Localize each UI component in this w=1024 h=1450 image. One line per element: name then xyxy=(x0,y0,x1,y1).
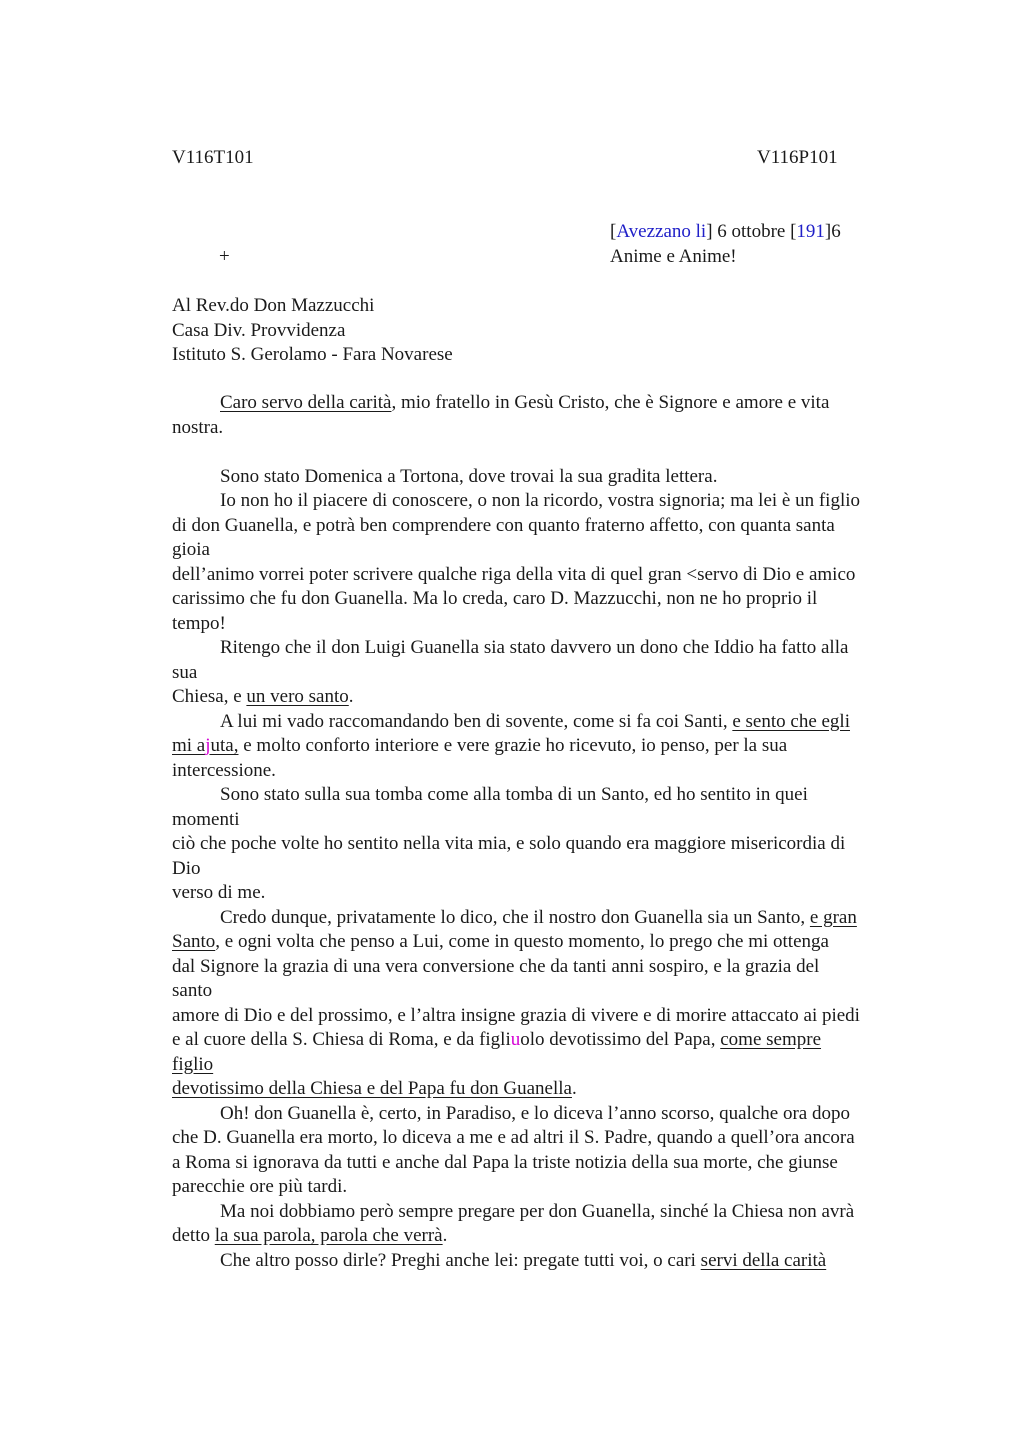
body-line xyxy=(172,906,912,931)
dateline-place: Avezzano li xyxy=(616,221,707,242)
underlined-phrase: e sento che egli xyxy=(732,710,850,732)
body-line: di don Guanella, e potrà ben comprendere con quanto fraterno affetto, con quanta santa xyxy=(172,514,835,536)
body-line: ciò che poche volte ho sentito nella vita mia, e solo quando era maggiore misericordia di xyxy=(172,833,846,854)
cross-mark: + xyxy=(219,246,230,267)
address-line-2: Casa Div. Provvidenza xyxy=(172,319,346,341)
underlined-phrase xyxy=(172,735,239,756)
body-line: gioia xyxy=(172,539,210,560)
body-line xyxy=(172,1224,912,1249)
text-run: A lui mi vado raccomandando ben di sovente, come si fa coi Santi, xyxy=(220,710,733,732)
body-line xyxy=(172,391,912,416)
body-line: santo xyxy=(172,980,213,1001)
body-line: Io non ho il piacere di conoscere, o non la ricordo, vostra signoria; ma lei è un figlio xyxy=(220,490,861,511)
body-line xyxy=(172,1053,912,1078)
body-line: Oh! don Guanella è, certo, in Paradiso, e lo diceva l’anno scorso, qualche ora dopo xyxy=(220,1102,850,1124)
correction-mark: u xyxy=(510,1029,521,1050)
dateline xyxy=(610,220,841,245)
underlined-phrase: figlio xyxy=(172,1053,214,1075)
dateline-year-end: ]6 xyxy=(824,221,841,242)
underlined-phrase: devotissimo della Chiesa e del Papa fu don Guanella xyxy=(172,1078,572,1099)
underlined-phrase: servi della carità xyxy=(700,1249,827,1271)
body-line xyxy=(172,734,912,759)
text-run: e molto conforto interiore e vere grazie ho ricevuto, io penso, per la sua xyxy=(238,735,788,756)
body-line xyxy=(172,1028,912,1053)
text-run: , mio fratello in Gesù Cristo, che è Signore e amore e vita xyxy=(391,392,830,413)
text-run: olo devotissimo del Papa, xyxy=(520,1029,721,1050)
doc-code-left: V116T101 xyxy=(172,147,254,168)
body-line: nostra. xyxy=(172,416,224,438)
body-line: Dio xyxy=(172,857,201,879)
dateline-bracket: [ xyxy=(610,221,617,242)
underlined-phrase: come sempre xyxy=(720,1029,822,1050)
body-line xyxy=(172,930,912,955)
address-line-1: Al Rev.do Don Mazzucchi xyxy=(172,295,375,316)
underlined-phrase: Caro servo della carità xyxy=(220,392,392,413)
body-line: dal Signore la grazia di una vera conversione che da tanti anni sospiro, e la grazia del xyxy=(172,955,820,977)
text-run: e al cuore della S. Chiesa di Roma, e da figli xyxy=(172,1029,511,1050)
body-line: parecchie ore più tardi. xyxy=(172,1176,348,1197)
text-run: Credo dunque, privatamente lo dico, che il nostro don Guanella sia un Santo, xyxy=(220,906,810,928)
body-line: verso di me. xyxy=(172,882,266,903)
body-line xyxy=(172,710,912,735)
body-line: dell’animo vorrei poter scrivere qualche riga della vita di quel gran <servo di Dio e amico xyxy=(172,563,856,585)
body-line: sua xyxy=(172,661,198,683)
text-run: , e ogni volta che penso a Lui, come in questo momento, lo prego che mi ottenga xyxy=(215,931,829,952)
dateline-year: 191 xyxy=(796,221,825,242)
paragraph-gap xyxy=(172,440,912,465)
text-run: . xyxy=(442,1225,448,1246)
text-run: Che altro posso dirle? Preghi anche lei: pregate tutti voi, o cari xyxy=(220,1249,701,1271)
body-line xyxy=(172,1077,912,1102)
motto: Anime e Anime! xyxy=(610,246,737,267)
body-line: intercessione. xyxy=(172,759,276,781)
text-run: . xyxy=(571,1078,577,1099)
text-run: . xyxy=(348,686,354,707)
body-line: Ma noi dobbiamo però sempre pregare per don Guanella, sinché la Chiesa non avrà xyxy=(220,1200,855,1222)
underlined-phrase: un vero santo xyxy=(246,686,349,707)
text-run: mi a xyxy=(172,735,206,756)
underlined-phrase: e gran xyxy=(809,906,857,928)
body-line xyxy=(172,685,912,710)
text-run: detto xyxy=(172,1225,215,1246)
correction-mark: j xyxy=(205,735,211,756)
address-line-3: Istituto S. Gerolamo - Fara Novarese xyxy=(172,344,453,365)
doc-code-right: V116P101 xyxy=(757,147,838,168)
underlined-phrase: la sua parola, parola che verrà xyxy=(214,1225,443,1246)
body-line: Sono stato sulla sua tomba come alla tomba di un Santo, ed ho sentito in quei xyxy=(220,784,808,805)
underlined-phrase: Santo xyxy=(172,931,216,952)
text-run: Chiesa, e xyxy=(172,686,247,707)
body-line: Ritengo che il don Luigi Guanella sia stato davvero un dono che Iddio ha fatto alla xyxy=(220,637,849,658)
body-line: a Roma si ignorava da tutti e anche dal Papa la triste notizia della sua morte, che giunse xyxy=(172,1151,838,1173)
body-line: amore di Dio e del prossimo, e l’altra insigne grazia di vivere e di morire attaccato ai piedi xyxy=(172,1004,860,1026)
body-line: che D. Guanella era morto, lo diceva a me e ad altri il S. Padre, quando a quell’ora ancora xyxy=(172,1127,855,1148)
dateline-date: ] 6 ottobre [ xyxy=(706,221,797,242)
body-line: Sono stato Domenica a Tortona, dove trovai la sua gradita lettera. xyxy=(220,465,718,487)
letter-body xyxy=(172,391,912,1273)
body-line: tempo! xyxy=(172,612,226,634)
body-line xyxy=(172,1249,912,1274)
body-line: momenti xyxy=(172,808,240,830)
text-run: uta, xyxy=(210,735,239,756)
body-line: carissimo che fu don Guanella. Ma lo creda, caro D. Mazzucchi, non ne ho proprio il xyxy=(172,588,818,609)
